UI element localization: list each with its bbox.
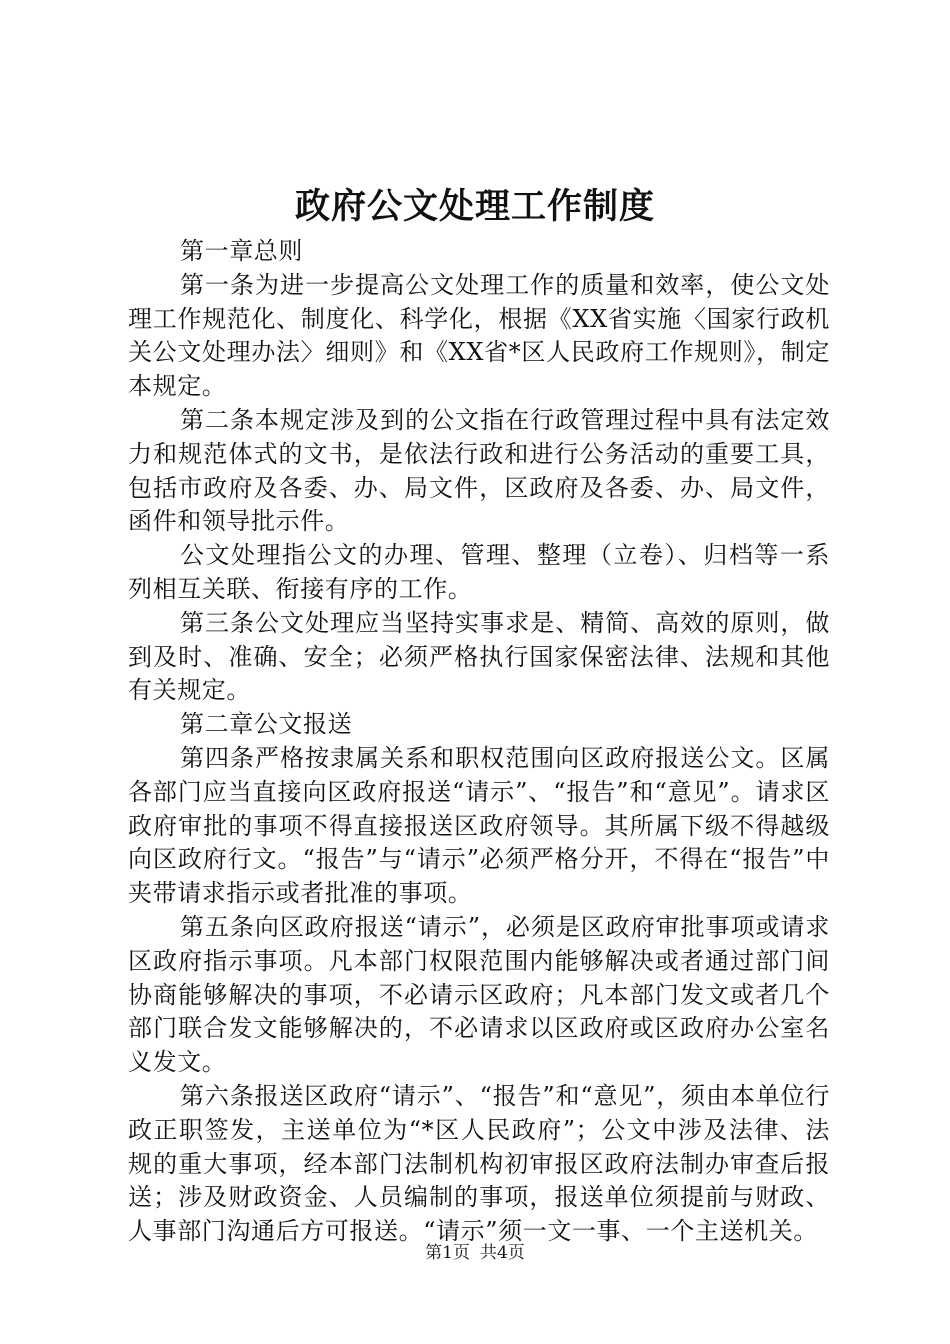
page-footer <box>0 1241 950 1265</box>
page-total: 共4页 <box>480 1243 525 1263</box>
chapter-heading: 第二章公文报送 <box>180 710 353 739</box>
article-paragraph: 第一条为进一步提高公文处理工作的质量和效率，使公文处理工作规范化、制度化、科学化，根据《XX省实施〈国家行政机关公文处理办法〉细则》和《XX省*区人民政府工作规则》，制定本规定。 <box>128 270 830 401</box>
article-paragraph: 第三条公文处理应当坚持实事求是、精简、高效的原则，做到及时、准确、安全；必须严格执行国家保密法律、法规和其他有关规定。 <box>128 608 830 705</box>
chapter-heading: 第一章总则 <box>180 237 303 265</box>
article-paragraph: 第二条本规定涉及到的公文指在行政管理过程中具有法定效力和规范体式的文书，是依法行政和进行公务活动的重要工具，包括市政府及各委、办、局文件，区政府及各委、办、局文件，函件和领导批示件。 <box>128 405 830 536</box>
body-paragraph: 公文处理指公文的办理、管理、整理（立卷）、归档等一系列相互关联、衔接有序的工作。 <box>128 541 830 603</box>
article-paragraph: 第四条严格按隶属关系和职权范围向区政府报送公文。区属各部门应当直接向区政府报送“请示”、“报告”和“意见”。请求区政府审批的事项不得直接报送区政府领导。其所属下级不得越级向区政府行文。“报告”与“请示”必须严格分开，不得在“报告”中夹带请求指示或者批准的事项。 <box>128 743 830 908</box>
article-paragraph: 第五条向区政府报送“请示”，必须是区政府审批事项或请求区政府指示事项。凡本部门权限范围内能够解决或者通过部门间协商能够解决的事项，不必请示区政府；凡本部门发文或者几个部门联合发文能够解决的，不必请求以区政府或区政府办公室名义发文。 <box>128 912 830 1077</box>
article-paragraph: 第六条报送区政府“请示”、“报告”和“意见”，须由本单位行政正职签发，主送单位为“*区人民政府”；公文中涉及法律、法规的重大事项，经本部门法制机构初审报区政府法制办审查后报送；涉及财政资金、人员编制的事项，报送单位须提前与财政、人事部门沟通后方可报送。“请示”须一文一事、一个主送机关。 <box>128 1081 830 1246</box>
document-title: 政府公文处理工作制度 <box>294 186 655 227</box>
document-body <box>128 235 830 1249</box>
page-number: 第1页 <box>425 1243 470 1263</box>
